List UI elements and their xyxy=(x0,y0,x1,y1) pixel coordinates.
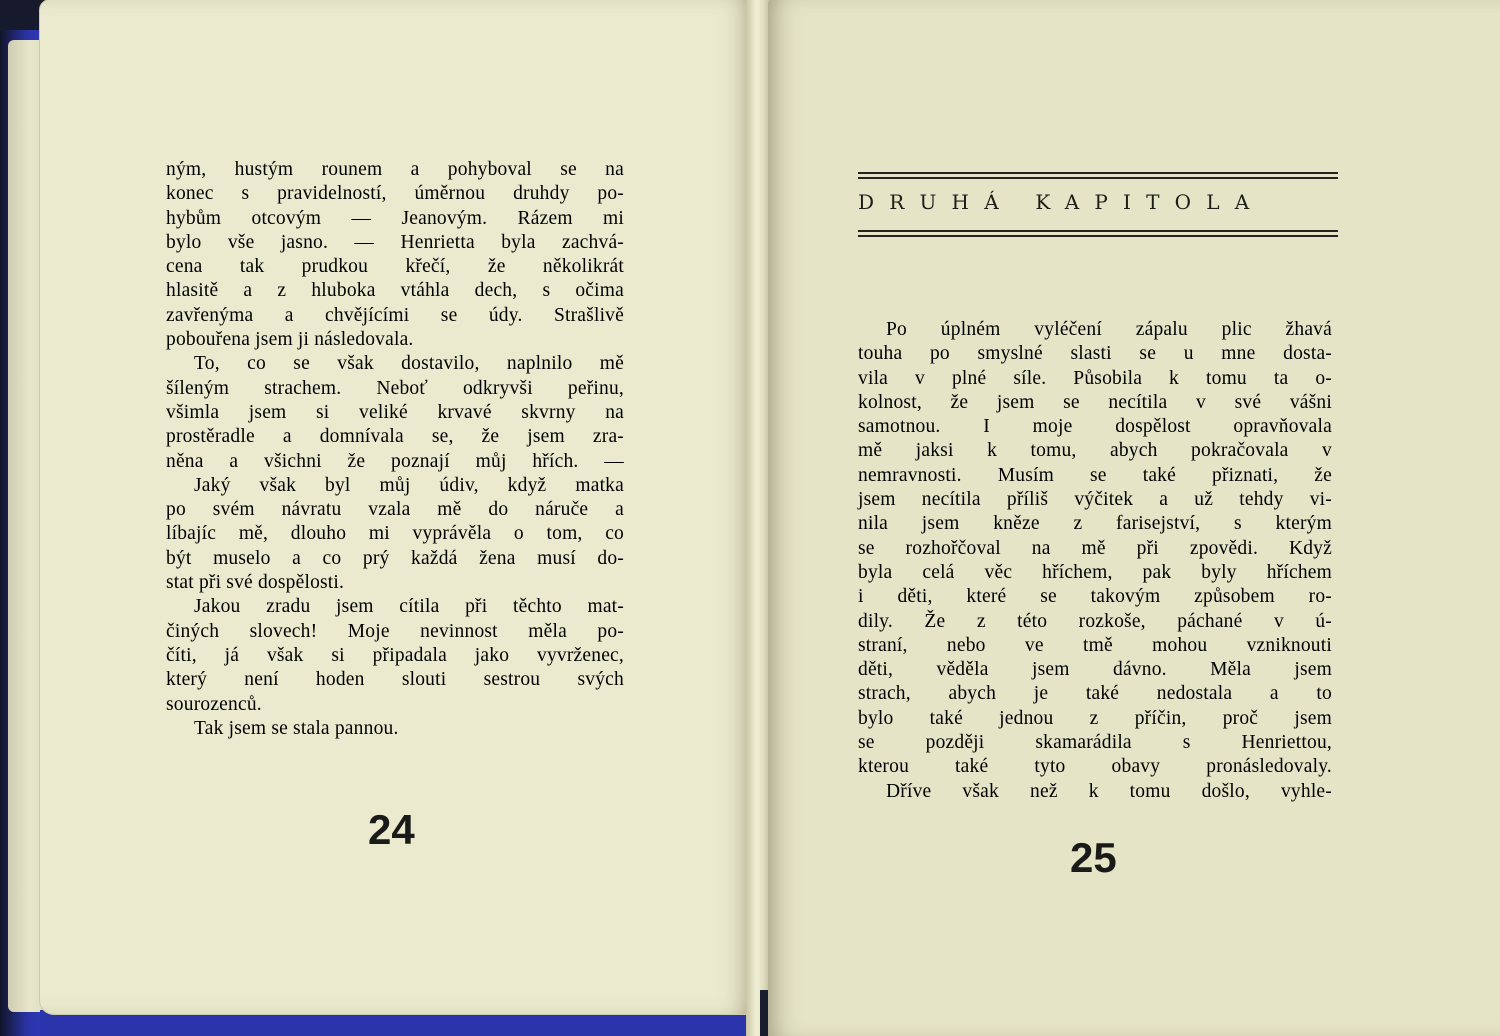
text-line: byla celá věc hříchem, pak byly hříchem xyxy=(858,561,1332,583)
text-line: touha po smyslné slasti se u mne dosta- xyxy=(858,343,1332,365)
text-line: děti, věděla jsem dávno. Měla jsem xyxy=(858,659,1332,681)
text-line: činých slovech! Moje nevinnost měla po- xyxy=(166,620,624,642)
left-page-body-text xyxy=(166,158,624,741)
text-line: dily. Že z této rozkoše, páchané v ú- xyxy=(858,610,1332,632)
right-page-body-text xyxy=(858,318,1332,804)
text-line: po svém návratu vzala mě do náruče a xyxy=(166,499,624,521)
text-line: To, co se však dostavilo, naplnilo mě xyxy=(194,353,624,375)
text-line: sourozenců. xyxy=(166,693,262,715)
text-line: cena tak prudkou křečí, že několikrát xyxy=(166,256,624,278)
text-line: všimla jsem si veliké krvavé skvrny na xyxy=(166,401,624,423)
text-line: být muselo a co prý každá žena musí do- xyxy=(166,547,624,569)
text-line: i děti, které se takovým způsobem ro- xyxy=(858,586,1332,608)
text-line: se rozhořčoval na mě při zpovědi. Když xyxy=(858,537,1332,559)
text-line: strach, abych je také nedostala a to xyxy=(858,683,1332,705)
text-line: kolnost, že jsem se necítila v své vášni xyxy=(858,391,1332,413)
chapter-title: DRUHÁ KAPITOLA xyxy=(858,190,1265,214)
chapter-rule-top xyxy=(858,172,1338,179)
text-line: kterou také tyto obavy pronásledovaly. xyxy=(858,756,1332,778)
text-line: hybům otcovým — Jeanovým. Rázem mi xyxy=(166,207,624,229)
text-line: líbajíc mě, dlouho mi vyprávěla o tom, co xyxy=(166,523,624,545)
text-line: jsem necítila příliš výčitek a už tehdy vi- xyxy=(858,489,1332,511)
text-line: Po úplném vyléčení zápalu plic žhavá xyxy=(886,319,1332,340)
text-line: stat při své dospělosti. xyxy=(166,572,345,594)
text-line: straní, nebo ve tmě mohou vzniknouti xyxy=(858,634,1332,656)
text-line: nila jsem kněze z farisejství, s kterým xyxy=(858,513,1332,535)
text-line: zavřenýma a chvějícími se údy. Strašlivě xyxy=(166,304,624,326)
text-line: který není hoden slouti sestrou svých xyxy=(166,669,624,691)
text-line: vila v plné síle. Působila k tomu ta o- xyxy=(858,367,1332,389)
text-line: se později skamarádila s Henriettou, xyxy=(858,732,1332,754)
text-line: Jaký však byl můj údiv, když matka xyxy=(194,474,624,496)
text-line: Dříve však než k tomu došlo, vyhle- xyxy=(886,780,1332,802)
page-number: 25 xyxy=(1070,834,1117,881)
text-line: mě jaksi k tomu, abych pokračovala v xyxy=(858,440,1332,462)
text-line: prostěradle a domnívala se, že jsem zra- xyxy=(166,426,624,448)
text-line: šíleným strachem. Neboť odkryvši peřinu, xyxy=(166,377,624,399)
text-line: pobouřena jsem ji následovala. xyxy=(166,329,414,351)
text-line: číti, já však si připadala jako vyvrženec, xyxy=(166,644,624,666)
text-line: Jakou zradu jsem cítila při těchto mat- xyxy=(194,596,624,618)
text-line: hlasitě a z hluboka vtáhla dech, s očima xyxy=(166,280,624,302)
chapter-rule-bottom xyxy=(858,230,1338,237)
text-line: něna a všichni že poznají můj hřích. — xyxy=(166,450,624,472)
text-line: nemravnosti. Musím se také přiznati, že xyxy=(858,464,1332,486)
text-line: bylo také jednou z příčin, proč jsem xyxy=(858,707,1332,729)
text-line: konec s pravidelností, úměrnou druhdy po- xyxy=(166,183,624,205)
text-line: samotnou. I moje dospělost opravňovala xyxy=(858,416,1332,438)
text-line: ným, hustým rounem a pohyboval se na xyxy=(166,159,624,180)
page-number: 24 xyxy=(368,806,415,853)
text-line: Tak jsem se stala pannou. xyxy=(194,717,399,739)
text-line: bylo vše jasno. — Henrietta byla zachvá- xyxy=(166,231,624,253)
